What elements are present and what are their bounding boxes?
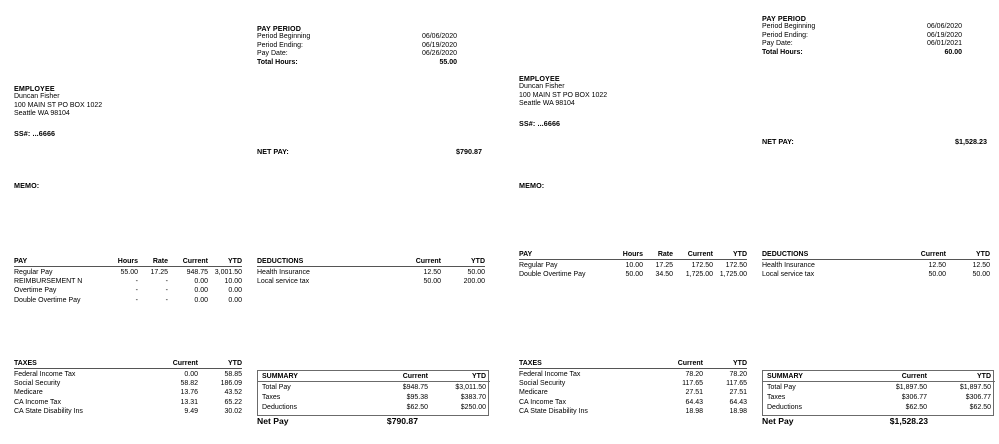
table-row <box>14 389 242 398</box>
table-header-row <box>257 258 485 267</box>
net-pay-label: NET PAY: <box>762 137 794 146</box>
period-ending-label: Period Ending: <box>762 31 808 39</box>
deductions-table <box>762 251 990 280</box>
table-row <box>14 369 242 380</box>
ytd-col-header: YTD <box>208 258 242 267</box>
current-col-header: Current <box>362 371 432 382</box>
tax-current: 13.76 <box>180 389 198 397</box>
rate-col-header: Rate <box>643 251 673 260</box>
employee-address-line2: Seattle WA 98104 <box>519 100 575 108</box>
table-row <box>762 260 990 271</box>
table-header-row <box>762 251 990 260</box>
current-col-header: Current <box>168 258 208 267</box>
tax-ytd: 186.09 <box>220 379 242 387</box>
table-row <box>14 277 242 286</box>
deduction-current: 12.50 <box>928 261 946 269</box>
table-row <box>763 403 995 415</box>
employee-name: Duncan Fisher <box>519 83 565 90</box>
pay-date-value: 06/26/2020 <box>421 50 457 58</box>
pay-item-hours: - <box>135 287 138 295</box>
summary-ytd: $1,897.50 <box>959 384 991 392</box>
pay-date-label: Pay Date: <box>257 50 288 58</box>
table-row <box>519 379 747 388</box>
period-ending-value: 06/19/2020 <box>926 31 962 39</box>
summary-current: $62.50 <box>406 403 428 411</box>
pay-item-rate: - <box>165 287 168 295</box>
deduction-current: 12.50 <box>423 268 441 276</box>
deduction-name: Health Insurance <box>762 261 815 269</box>
tax-current: 78.20 <box>685 370 703 378</box>
summary-ytd: $3,011.50 <box>455 384 486 392</box>
tax-name: Federal Income Tax <box>14 370 76 378</box>
deduction-ytd: 50.00 <box>467 268 485 276</box>
employee-ssn: SS#: ...6666 <box>519 119 561 128</box>
employee-ssn: SS#: ...6666 <box>14 129 56 138</box>
tax-ytd: 65.22 <box>224 398 242 406</box>
deduction-current: 50.00 <box>423 277 441 285</box>
table-row <box>258 403 490 415</box>
period-beginning-label: Period Beginning <box>257 33 311 40</box>
pay-item-current: 948.75 <box>186 268 208 276</box>
ytd-col-header: YTD <box>931 371 995 382</box>
tax-name: Social Security <box>519 379 566 387</box>
pay-period-row <box>257 59 457 68</box>
pay-item-name: Double Overtime Pay <box>14 296 81 304</box>
summary-net-pay-value: $790.87 <box>386 416 418 426</box>
tax-ytd: 27.51 <box>729 389 747 397</box>
tax-name: CA Income Tax <box>519 398 566 406</box>
table-row <box>258 393 490 403</box>
pay-item-name: Double Overtime Pay <box>519 270 586 278</box>
summary-label: Taxes <box>767 393 786 401</box>
table-row <box>519 398 747 407</box>
current-col-header: Current <box>387 258 441 267</box>
employee-address-line1: 100 MAIN ST PO BOX 1022 <box>14 101 103 109</box>
total-hours-value: 55.00 <box>439 58 457 66</box>
pay-item-ytd: 0.00 <box>228 287 242 295</box>
summary-current: $95.38 <box>406 393 428 401</box>
pay-item-hours: - <box>135 296 138 304</box>
tax-name: Medicare <box>14 389 43 397</box>
pay-period-block <box>762 14 962 57</box>
period-ending-label: Period Ending: <box>257 41 303 49</box>
pay-period-row <box>257 42 457 51</box>
table-row <box>14 296 242 305</box>
ytd-col-header: YTD <box>946 251 990 260</box>
summary-col-header: SUMMARY <box>763 371 853 382</box>
table-row <box>14 398 242 407</box>
employee-title: EMPLOYEE <box>14 84 55 93</box>
employee-address-line2: Seattle WA 98104 <box>14 110 70 118</box>
net-pay-value: $1,528.23 <box>955 137 987 146</box>
table-row <box>14 267 242 278</box>
pay-item-rate: 34.50 <box>655 270 673 278</box>
tax-ytd: 117.65 <box>726 379 747 387</box>
tax-name: CA Income Tax <box>14 398 61 406</box>
pay-item-current: 0.00 <box>194 277 208 285</box>
table-row <box>14 287 242 296</box>
table-header-row <box>519 360 747 369</box>
ytd-col-header: YTD <box>432 371 490 382</box>
pay-item-ytd: 0.00 <box>228 296 242 304</box>
summary-current: $948.75 <box>402 384 428 392</box>
tax-ytd: 64.43 <box>729 398 747 406</box>
table-row <box>763 382 995 394</box>
tax-ytd: 18.98 <box>729 408 747 416</box>
ytd-col-header: YTD <box>703 360 747 369</box>
summary-net-pay-value: $1,528.23 <box>889 416 928 426</box>
pay-item-rate: - <box>165 296 168 304</box>
pay-period-row <box>762 32 962 41</box>
table-row <box>763 393 995 403</box>
period-ending-value: 06/19/2020 <box>421 41 457 49</box>
table-header-row <box>763 371 995 382</box>
pay-item-current: 0.00 <box>194 296 208 304</box>
pay-item-hours: - <box>135 277 138 285</box>
current-col-header: Current <box>892 251 946 260</box>
employee-name: Duncan Fisher <box>14 93 60 100</box>
summary-label: Total Pay <box>262 384 291 392</box>
summary-ytd: $250.00 <box>460 403 486 411</box>
summary-net-pay-label: Net Pay <box>762 416 794 426</box>
table-row <box>519 369 747 380</box>
tax-current: 27.51 <box>685 389 703 397</box>
deduction-ytd: 50.00 <box>972 270 990 278</box>
tax-ytd: 58.85 <box>224 370 242 378</box>
deductions-col-header: DEDUCTIONS <box>762 251 892 260</box>
summary-current: $1,897.50 <box>895 384 927 392</box>
tax-name: CA State Disability Ins <box>519 408 588 416</box>
employee-block <box>14 84 102 119</box>
tax-current: 0.00 <box>184 370 198 378</box>
period-beginning-value: 06/06/2020 <box>926 23 962 30</box>
summary-ytd: $383.70 <box>460 393 486 401</box>
tax-name: Federal Income Tax <box>519 370 581 378</box>
summary-ytd: $62.50 <box>969 403 991 411</box>
current-col-header: Current <box>673 251 713 260</box>
pay-col-header: PAY <box>519 251 611 260</box>
tax-name: Medicare <box>519 389 548 397</box>
pay-period-row <box>762 40 962 49</box>
current-col-header: Current <box>144 360 198 369</box>
summary-current: $62.50 <box>905 403 927 411</box>
pay-period-row <box>257 33 457 42</box>
deduction-name: Local service tax <box>257 277 310 285</box>
tax-current: 13.31 <box>180 398 198 406</box>
hours-col-header: Hours <box>106 258 138 267</box>
current-col-header: Current <box>649 360 703 369</box>
memo-label: MEMO: <box>519 181 545 190</box>
tax-current: 117.65 <box>682 379 703 387</box>
tax-current: 58.82 <box>180 379 198 387</box>
pay-item-ytd: 3,001.50 <box>214 268 242 276</box>
tax-ytd: 30.02 <box>224 408 242 416</box>
table-row <box>258 382 490 394</box>
table-row <box>257 267 485 278</box>
summary-table <box>258 371 490 415</box>
deductions-col-header: DEDUCTIONS <box>257 258 387 267</box>
tax-current: 18.98 <box>685 408 703 416</box>
table-header-row <box>519 251 747 260</box>
deduction-ytd: 200.00 <box>463 277 485 285</box>
summary-current: $306.77 <box>901 393 927 401</box>
pay-period-block <box>257 24 457 67</box>
net-pay-value: $790.87 <box>456 147 482 156</box>
ytd-col-header: YTD <box>441 258 485 267</box>
tax-ytd: 78.20 <box>729 370 747 378</box>
table-row <box>519 260 747 271</box>
deduction-name: Local service tax <box>762 270 815 278</box>
pay-item-name: Regular Pay <box>519 261 558 269</box>
employee-title: EMPLOYEE <box>519 74 560 83</box>
pay-item-ytd: 10.00 <box>224 277 242 285</box>
pay-item-hours: 55.00 <box>120 268 138 276</box>
table-row <box>762 270 990 279</box>
pay-item-name: Regular Pay <box>14 268 53 276</box>
pay-item-ytd: 172.50 <box>725 261 747 269</box>
pay-date-value: 06/01/2021 <box>926 40 962 48</box>
pay-item-name: REIMBURSEMENT N <box>14 277 83 285</box>
table-row <box>257 277 485 286</box>
period-beginning-label: Period Beginning <box>762 23 816 30</box>
deductions-table <box>257 258 485 287</box>
summary-ytd: $306.77 <box>965 393 991 401</box>
employee-address-line1: 100 MAIN ST PO BOX 1022 <box>519 91 608 99</box>
ytd-col-header: YTD <box>713 251 747 260</box>
pay-period-row <box>762 23 962 32</box>
pay-date-label: Pay Date: <box>762 40 793 48</box>
table-row <box>14 408 242 417</box>
deduction-ytd: 12.50 <box>972 261 990 269</box>
pay-period-title: PAY PERIOD <box>257 24 302 33</box>
total-hours-value: 60.00 <box>944 48 962 56</box>
pay-item-rate: - <box>165 277 168 285</box>
summary-col-header: SUMMARY <box>258 371 362 382</box>
period-beginning-value: 06/06/2020 <box>421 33 457 40</box>
total-hours-label: Total Hours: <box>257 58 298 66</box>
taxes-table <box>14 360 242 417</box>
current-col-header: Current <box>853 371 931 382</box>
summary-table <box>763 371 995 415</box>
table-header-row <box>14 360 242 369</box>
ytd-col-header: YTD <box>198 360 242 369</box>
table-header-row <box>258 371 490 382</box>
table-row <box>519 408 747 417</box>
summary-label: Total Pay <box>767 384 796 392</box>
deduction-name: Health Insurance <box>257 268 310 276</box>
pay-period-title: PAY PERIOD <box>762 14 807 23</box>
summary-label: Taxes <box>262 393 281 401</box>
memo-label: MEMO: <box>14 181 40 190</box>
tax-ytd: 43.52 <box>224 389 242 397</box>
net-pay-label: NET PAY: <box>257 147 289 156</box>
pay-item-current: 0.00 <box>194 287 208 295</box>
tax-name: CA State Disability Ins <box>14 408 83 416</box>
tax-current: 64.43 <box>685 398 703 406</box>
summary-label: Deductions <box>767 403 803 411</box>
pay-period-row <box>257 50 457 59</box>
summary-box <box>762 370 994 416</box>
employee-block <box>519 74 607 109</box>
pay-period-row <box>762 49 962 58</box>
tax-name: Social Security <box>14 379 61 387</box>
taxes-table <box>519 360 747 417</box>
pay-item-ytd: 1,725.00 <box>719 270 747 278</box>
summary-label: Deductions <box>262 403 298 411</box>
total-hours-label: Total Hours: <box>762 48 803 56</box>
summary-net-pay-label: Net Pay <box>257 416 289 426</box>
rate-col-header: Rate <box>138 258 168 267</box>
table-header-row <box>14 258 242 267</box>
pay-item-current: 172.50 <box>691 261 713 269</box>
pay-item-current: 1,725.00 <box>685 270 713 278</box>
taxes-col-header: TAXES <box>519 360 649 369</box>
tax-current: 9.49 <box>184 408 198 416</box>
deduction-current: 50.00 <box>928 270 946 278</box>
hours-col-header: Hours <box>611 251 643 260</box>
pay-item-hours: 50.00 <box>625 270 643 278</box>
pay-stub-left <box>0 0 499 444</box>
pay-table <box>519 251 747 280</box>
table-row <box>519 389 747 398</box>
taxes-col-header: TAXES <box>14 360 144 369</box>
pay-item-name: Overtime Pay <box>14 287 57 295</box>
table-row <box>519 270 747 279</box>
summary-box <box>257 370 489 416</box>
pay-item-rate: 17.25 <box>655 261 673 269</box>
pay-col-header: PAY <box>14 258 106 267</box>
pay-stub-right <box>505 0 999 444</box>
pay-item-hours: 10.00 <box>625 261 643 269</box>
pay-item-rate: 17.25 <box>150 268 168 276</box>
table-row <box>14 379 242 388</box>
pay-table <box>14 258 242 306</box>
